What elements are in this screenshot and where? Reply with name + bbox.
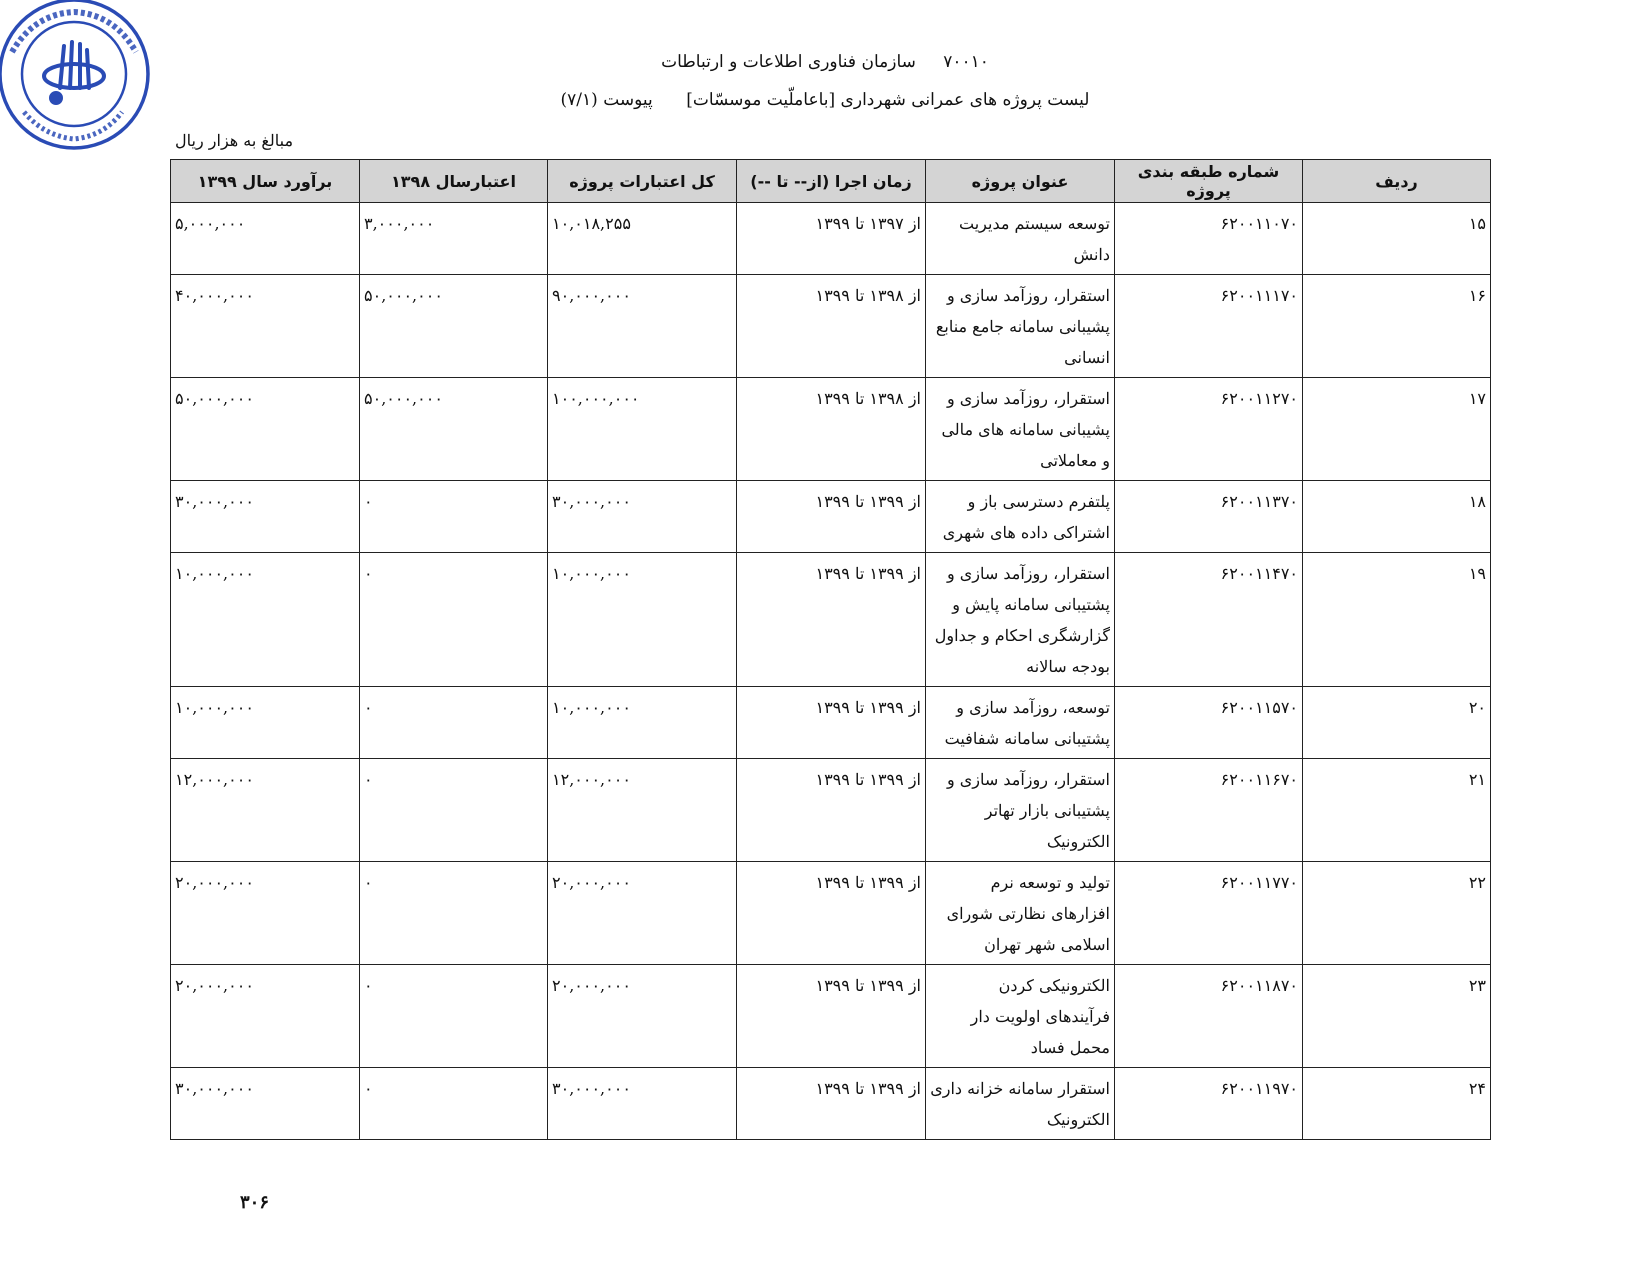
classification-code: ۶۲۰۰۱۱۸۷۰ <box>1115 965 1303 1068</box>
table-row <box>171 553 1491 687</box>
column-header-project-title: عنوان پروژه <box>926 160 1115 203</box>
column-header-total-credit: کل اعتبارات پروژه <box>548 160 737 203</box>
execution-period: از ۱۳۹۹ تا ۱۳۹۹ <box>737 553 926 687</box>
project-title: استقرار، روزآمد سازی و پشتیبانی سامانه پایش و گزارشگری احکام و جداول بودجه سالانه <box>926 553 1115 687</box>
row-number: ۲۳ <box>1303 965 1491 1068</box>
row-number: ۲۲ <box>1303 862 1491 965</box>
estimate-1399: ۱۰,۰۰۰,۰۰۰ <box>171 553 360 687</box>
estimate-1399: ۱۲,۰۰۰,۰۰۰ <box>171 759 360 862</box>
classification-code: ۶۲۰۰۱۱۰۷۰ <box>1115 203 1303 275</box>
credit-1398: ۰ <box>360 1068 548 1140</box>
estimate-1399: ۱۰,۰۰۰,۰۰۰ <box>171 687 360 759</box>
organization-code: ۷۰۰۱۰ <box>943 52 989 72</box>
table-row <box>171 275 1491 378</box>
table-row <box>171 378 1491 481</box>
execution-period: از ۱۳۹۹ تا ۱۳۹۹ <box>737 759 926 862</box>
total-credit: ۳۰,۰۰۰,۰۰۰ <box>548 481 737 553</box>
credit-1398: ۵۰,۰۰۰,۰۰۰ <box>360 275 548 378</box>
project-title: الکترونیکی کردن فرآیندهای اولویت دار محمل فساد <box>926 965 1115 1068</box>
project-title: استقرار، روزآمد سازی و پشیبانی سامانه جامع منابع انسانی <box>926 275 1115 378</box>
seal-inner-ring <box>22 22 126 126</box>
total-credit: ۹۰,۰۰۰,۰۰۰ <box>548 275 737 378</box>
table-row <box>171 203 1491 275</box>
total-credit: ۲۰,۰۰۰,۰۰۰ <box>548 862 737 965</box>
classification-code: ۶۲۰۰۱۱۴۷۰ <box>1115 553 1303 687</box>
credit-1398: ۳,۰۰۰,۰۰۰ <box>360 203 548 275</box>
estimate-1399: ۳۰,۰۰۰,۰۰۰ <box>171 1068 360 1140</box>
classification-code: ۶۲۰۰۱۱۲۷۰ <box>1115 378 1303 481</box>
column-header-estimate-1399: برآورد سال ۱۳۹۹ <box>171 160 360 203</box>
execution-period: از ۱۳۹۸ تا ۱۳۹۹ <box>737 275 926 378</box>
classification-code: ۶۲۰۰۱۱۶۷۰ <box>1115 759 1303 862</box>
organization-name: سازمان فناوری اطلاعات و ارتباطات <box>661 52 916 72</box>
classification-code: ۶۲۰۰۱۱۳۷۰ <box>1115 481 1303 553</box>
table-row <box>171 687 1491 759</box>
estimate-1399: ۵۰,۰۰۰,۰۰۰ <box>171 378 360 481</box>
column-header-execution-period: زمان اجرا (از-- تا --) <box>737 160 926 203</box>
credit-1398: ۰ <box>360 481 548 553</box>
credit-1398: ۰ <box>360 687 548 759</box>
column-header-classification-code: شماره طبقه بندی پروژه <box>1115 160 1303 203</box>
page-number: ۳۰۶ <box>240 1192 270 1213</box>
execution-period: از ۱۳۹۹ تا ۱۳۹۹ <box>737 862 926 965</box>
classification-code: ۶۲۰۰۱۱۷۷۰ <box>1115 862 1303 965</box>
row-number: ۱۵ <box>1303 203 1491 275</box>
execution-period: از ۱۳۹۹ تا ۱۳۹۹ <box>737 965 926 1068</box>
project-title: استقرار سامانه خزانه داری الکترونیک <box>926 1068 1115 1140</box>
table-row <box>171 481 1491 553</box>
project-title: توسعه سیستم مدیریت دانش <box>926 203 1115 275</box>
page-header-title-line <box>0 90 1650 110</box>
total-credit: ۳۰,۰۰۰,۰۰۰ <box>548 1068 737 1140</box>
page-header-org-line <box>0 52 1650 72</box>
classification-code: ۶۲۰۰۱۱۵۷۰ <box>1115 687 1303 759</box>
row-number: ۲۰ <box>1303 687 1491 759</box>
estimate-1399: ۳۰,۰۰۰,۰۰۰ <box>171 481 360 553</box>
row-number: ۱۶ <box>1303 275 1491 378</box>
column-header-row-number: ردیف <box>1303 160 1491 203</box>
credit-1398: ۰ <box>360 553 548 687</box>
estimate-1399: ۵,۰۰۰,۰۰۰ <box>171 203 360 275</box>
estimate-1399: ۲۰,۰۰۰,۰۰۰ <box>171 862 360 965</box>
project-title: پلتفرم دسترسی باز و اشتراکی داده های شهری <box>926 481 1115 553</box>
estimate-1399: ۴۰,۰۰۰,۰۰۰ <box>171 275 360 378</box>
table-header-row <box>171 160 1491 203</box>
estimate-1399: ۲۰,۰۰۰,۰۰۰ <box>171 965 360 1068</box>
credit-1398: ۰ <box>360 759 548 862</box>
total-credit: ۱۰,۰۰۰,۰۰۰ <box>548 553 737 687</box>
row-number: ۲۴ <box>1303 1068 1491 1140</box>
row-number: ۲۱ <box>1303 759 1491 862</box>
execution-period: از ۱۳۹۹ تا ۱۳۹۹ <box>737 1068 926 1140</box>
execution-period: از ۱۳۹۸ تا ۱۳۹۹ <box>737 378 926 481</box>
total-credit: ۱۰,۰۱۸,۲۵۵ <box>548 203 737 275</box>
project-title: تولید و توسعه نرم افزارهای نظارتی شورای اسلامی شهر تهران <box>926 862 1115 965</box>
table-row <box>171 965 1491 1068</box>
appendix-label: پیوست (۷/۱) <box>560 90 653 110</box>
council-seal-stamp <box>0 0 154 154</box>
project-title: استقرار، روزآمد سازی و پشیبانی سامانه های مالی و معاملاتی <box>926 378 1115 481</box>
total-credit: ۱۲,۰۰۰,۰۰۰ <box>548 759 737 862</box>
execution-period: از ۱۳۹۹ تا ۱۳۹۹ <box>737 481 926 553</box>
classification-code: ۶۲۰۰۱۱۹۷۰ <box>1115 1068 1303 1140</box>
row-number: ۱۸ <box>1303 481 1491 553</box>
column-header-credit-1398: اعتبارسال ۱۳۹۸ <box>360 160 548 203</box>
currency-unit-note: مبالغ به هزار ریال <box>175 131 294 150</box>
total-credit: ۲۰,۰۰۰,۰۰۰ <box>548 965 737 1068</box>
project-title: استقرار، روزآمد سازی و پشتیبانی بازار تهاتر الکترونیک <box>926 759 1115 862</box>
table-row <box>171 1068 1491 1140</box>
table-row <box>171 759 1491 862</box>
credit-1398: ۰ <box>360 965 548 1068</box>
execution-period: از ۱۳۹۷ تا ۱۳۹۹ <box>737 203 926 275</box>
project-title: توسعه، روزآمد سازی و پشتیبانی سامانه شفافیت <box>926 687 1115 759</box>
credit-1398: ۰ <box>360 862 548 965</box>
total-credit: ۱۰,۰۰۰,۰۰۰ <box>548 687 737 759</box>
execution-period: از ۱۳۹۹ تا ۱۳۹۹ <box>737 687 926 759</box>
credit-1398: ۵۰,۰۰۰,۰۰۰ <box>360 378 548 481</box>
row-number: ۱۷ <box>1303 378 1491 481</box>
table-row <box>171 862 1491 965</box>
row-number: ۱۹ <box>1303 553 1491 687</box>
projects-table <box>170 159 1491 1140</box>
total-credit: ۱۰۰,۰۰۰,۰۰۰ <box>548 378 737 481</box>
list-title: لیست پروژه های عمرانی شهرداری [باعاملّیت موسسّات] <box>686 90 1090 110</box>
classification-code: ۶۲۰۰۱۱۱۷۰ <box>1115 275 1303 378</box>
